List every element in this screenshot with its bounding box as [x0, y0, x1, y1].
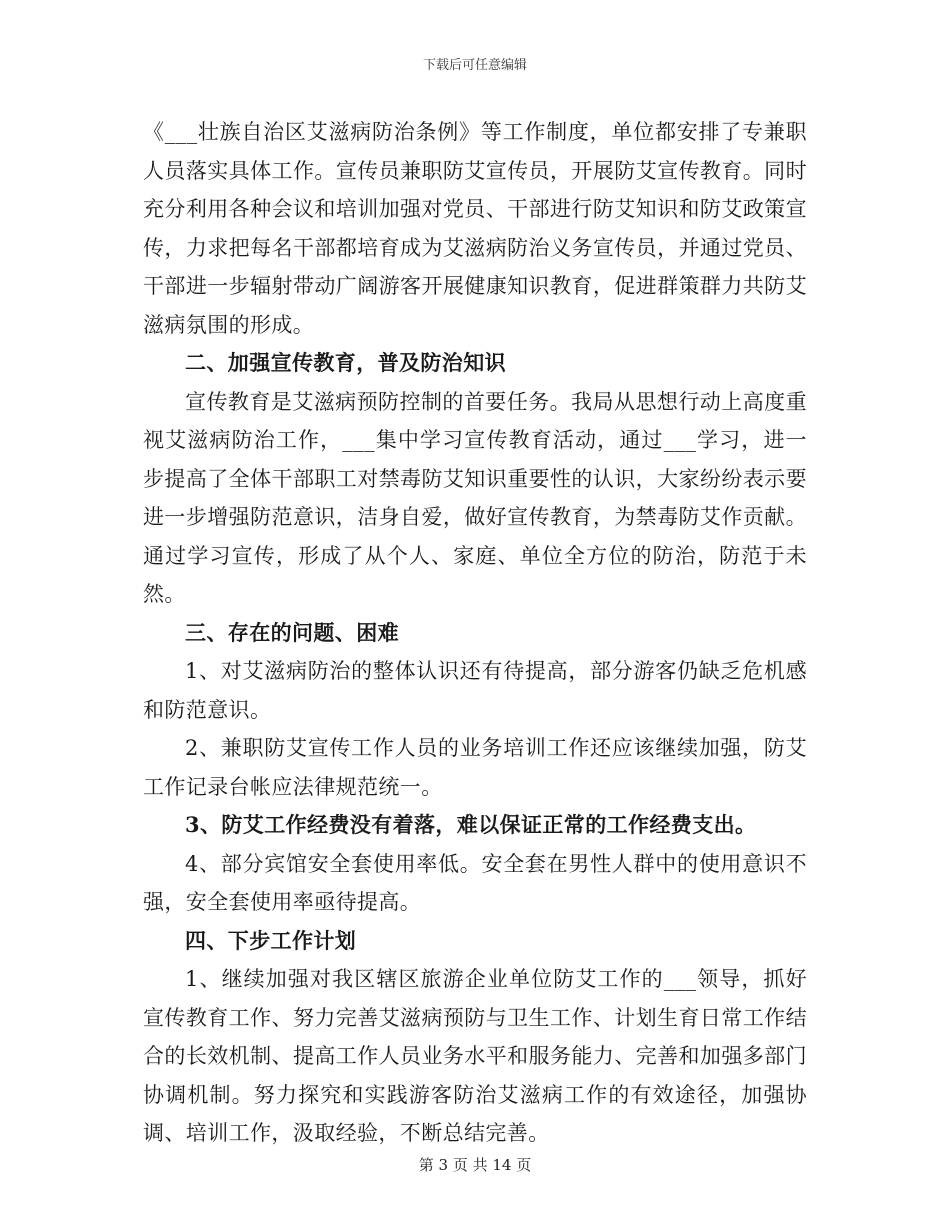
list-item: 2、兼职防艾宣传工作人员的业务培训工作还应该继续加强，防艾工作记录台帐应法律规范统一。 — [143, 736, 807, 799]
list-item: 1、对艾滋病防治的整体认识还有待提高，部分游客仍缺乏危机感和防范意识。 — [143, 659, 807, 722]
page-header-note: 下载后可任意编辑 — [422, 58, 527, 73]
body-paragraph: 《___壮族自治区艾滋病防治条例》等工作制度，单位都安排了专兼职人员落实具体工作。宣传员兼职防艾宣传员，开展防艾宣传教育。同时充分利用各种会议和培训加强对党员、干部进行防艾知识和防艾政策宣传，力求把每名干部都培育成为艾滋病防治义务宣传员，并通过党员、干部进一步辐射带动广阔游客开展健康知识教育，促进群策群力共防艾滋病氛围的形成。 — [143, 120, 807, 337]
page-number: 第 3 页 共 14 页 — [418, 1156, 532, 1174]
document-body — [143, 113, 807, 1153]
body-paragraph: 宣传教育是艾滋病预防控制的首要任务。我局从思想行动上高度重视艾滋病防治工作，___集中学习宣传教育活动，通过___学习，进一步提高了全体干部职工对禁毒防艾知识重要性的认识，大家纷纷表示要进一步增强防范意识，洁身自爱，做好宣传教育，为禁毒防艾作贡献。通过学习宣传，形成了从个人、家庭、单位全方位的防治，防范于未然。 — [143, 389, 807, 606]
list-item-bold: 3、防艾工作经费没有着落，难以保证正常的工作经费支出。 — [185, 812, 757, 837]
section-heading: 四、下步工作计划 — [185, 927, 357, 953]
list-item: 4、部分宾馆安全套使用率低。安全套在男性人群中的使用意识不强，安全套使用率亟待提高。 — [143, 851, 807, 914]
list-item: 1、继续加强对我区辖区旅游企业单位防艾工作的___领导，抓好宣传教育工作、努力完善艾滋病预防与卫生工作、计划生育日常工作结合的长效机制、提高工作人员业务水平和服务能力、完善和加强多部门协调机制。努力探究和实践游客防治艾滋病工作的有效途径，加强协调、培训工作，汲取经验，不断总结完善。 — [143, 967, 807, 1145]
section-heading: 二、加强宣传教育，普及防治知识 — [185, 350, 506, 375]
section-heading: 三、存在的问题、困难 — [185, 619, 399, 645]
